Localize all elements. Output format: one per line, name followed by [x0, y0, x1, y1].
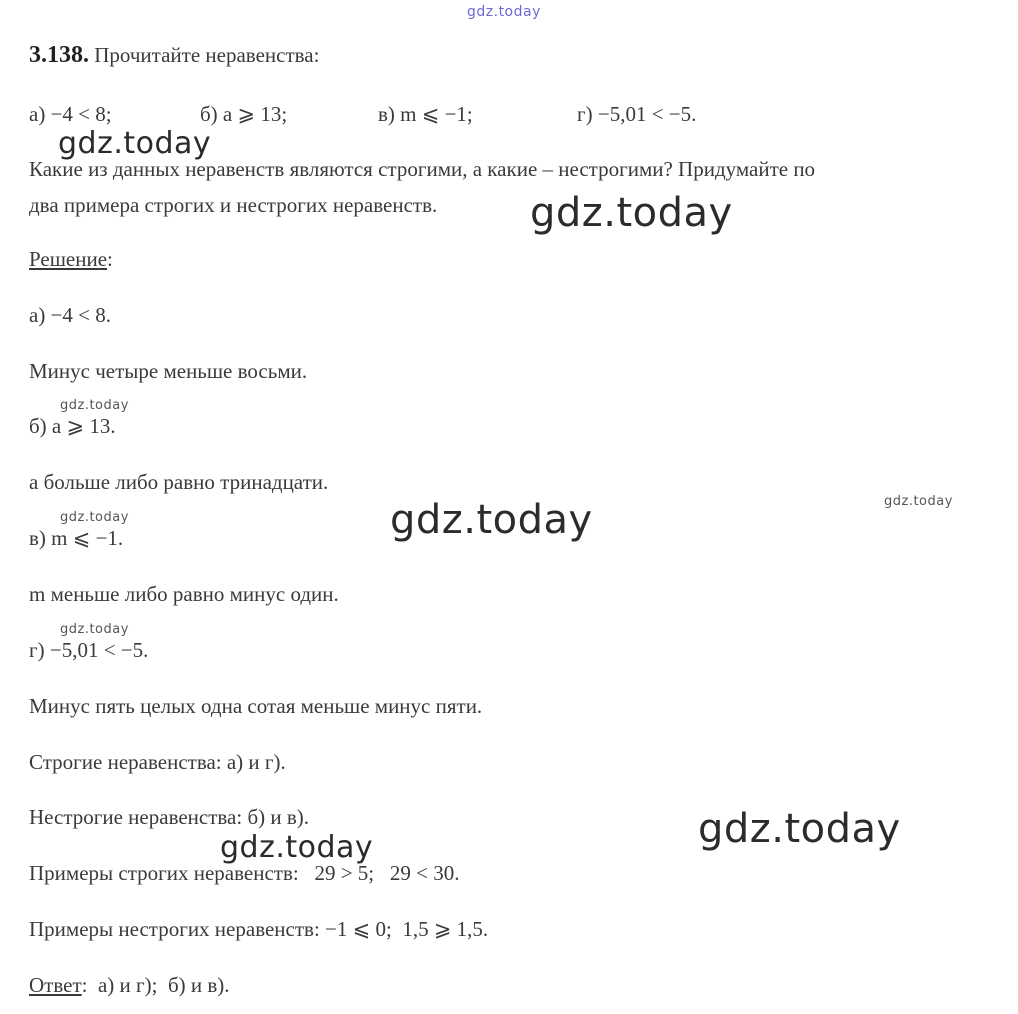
problem-number: 3.138.: [29, 42, 89, 68]
watermark: gdz.today: [60, 622, 129, 637]
watermark: gdz.today: [390, 497, 593, 543]
strict-summary: Строгие неравенства: а) и г).: [29, 750, 286, 774]
given-g: г) −5,01 < −5.: [577, 102, 697, 126]
solution-line-a-reading: Минус четыре меньше восьми.: [29, 359, 308, 383]
solution-line-g: г) −5,01 < −5.: [29, 638, 149, 662]
watermark: gdz.today: [60, 510, 129, 525]
solution-line-g-reading: Минус пять целых одна сотая меньше минус пяти.: [29, 694, 483, 718]
solution-heading-colon: :: [107, 247, 113, 271]
solution-line-b: б) a ⩾ 13.: [29, 414, 116, 438]
watermark: gdz.today: [698, 806, 901, 852]
answer-label: Ответ: [29, 973, 82, 997]
solution-heading: [29, 246, 113, 272]
question-line-1: Какие из данных неравенств являются строгими, а какие – нестрогими? Придумайте по: [29, 157, 816, 181]
watermark: gdz.today: [60, 398, 129, 413]
problem-header: [29, 42, 319, 68]
answer: [29, 972, 230, 998]
solution-heading-label: Решение: [29, 247, 108, 271]
problem-prompt: Прочитайте неравенства:: [94, 43, 320, 67]
solution-line-a: а) −4 < 8.: [29, 303, 112, 327]
given-b: б) a ⩾ 13;: [200, 102, 288, 126]
watermark: gdz.today: [220, 830, 374, 865]
watermark: gdz.today: [58, 126, 212, 161]
watermark: gdz.today: [884, 494, 953, 509]
watermark-top: gdz.today: [467, 4, 541, 20]
question-line-2: два примера строгих и нестрогих неравенств.: [29, 193, 438, 217]
strict-examples: Примеры строгих неравенств: 29 > 5; 29 < 30.: [29, 861, 460, 885]
given-a: а) −4 < 8;: [29, 102, 112, 126]
solution-line-v: в) m ⩽ −1.: [29, 526, 124, 550]
answer-text: : а) и г); б) и в).: [81, 973, 230, 997]
nonstrict-summary: Нестрогие неравенства: б) и в).: [29, 805, 310, 829]
watermark: gdz.today: [530, 190, 733, 236]
solution-line-b-reading: а больше либо равно тринадцати.: [29, 470, 329, 494]
given-v: в) m ⩽ −1;: [378, 102, 473, 126]
solution-line-v-reading: m меньше либо равно минус один.: [29, 582, 339, 606]
nonstrict-examples: Примеры нестрогих неравенств: −1 ⩽ 0; 1,5 ⩾ 1,5.: [29, 917, 489, 941]
